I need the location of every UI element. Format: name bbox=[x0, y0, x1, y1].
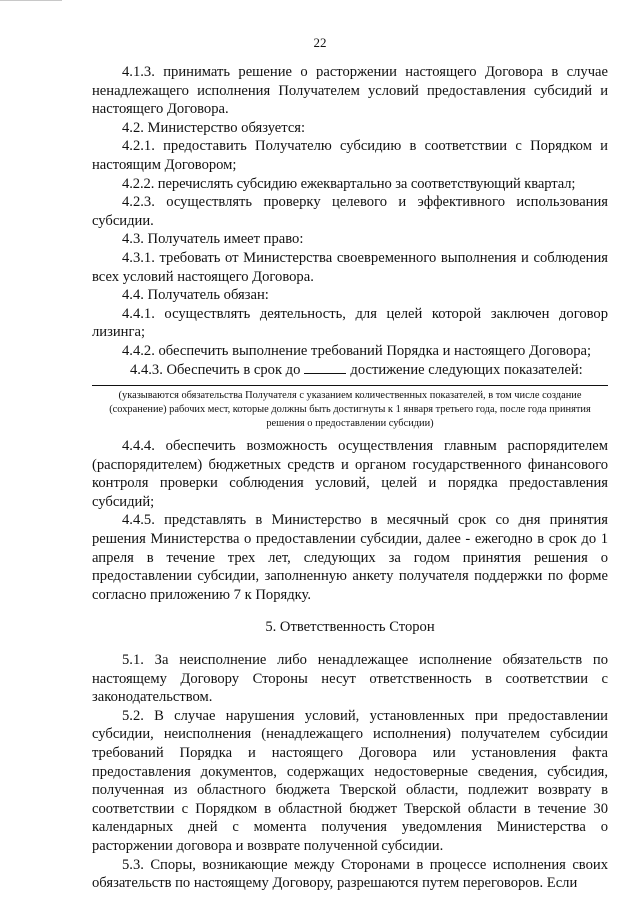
page-number: 22 bbox=[313, 35, 327, 50]
paragraph-5-1: 5.1. За неисполнение либо ненадлежащее исполнение обязательств по настоящему Договору Стороны несут ответственность в соответствии с законодательством. bbox=[92, 652, 608, 706]
paragraph-4-4: 4.4. Получатель обязан: bbox=[122, 287, 269, 304]
indicators-underline bbox=[92, 385, 608, 386]
section-5-heading: 5. Ответственность Сторон bbox=[265, 619, 435, 636]
paragraph-4-2-3: 4.2.3. осуществлять проверку целевого и эффективного использования субсидии. bbox=[92, 194, 608, 229]
paragraph-5-2: 5.2. В случае нарушения условий, установленных при предоставлении субсидии, неисполнения (ненадлежащего исполнения) получателем субсидии требований Порядка и настоящего Договора или установления факта предоставления документов, содержащих недостоверные сведения, субсидия, полученная из областного бюджета Тверской области, подлежит возврату в соответствии с Порядком в областной бюджет Тверской области в течение 30 календарных дней с момента получения уведомления Министерства о расторжении договора и возврате полученной субсидии. bbox=[92, 707, 608, 854]
paragraph-4-4-5: 4.4.5. представлять в Министерство в месячный срок со дня принятия решения Министерства о предоставлении субсидии, далее - ежегодно в срок до 1 апреля в течение трех лет, следующих за годом принятия решения о предоставлении субсидии, заполненную анкету получателя поддержки по форме согласно приложению 7 к Порядку. bbox=[92, 512, 608, 603]
paragraph-4-1-3: 4.1.3. принимать решение о расторжении настоящего Договора в случае ненадлежащего исполнения Получателем условий предоставления субсидий и настоящего Договора. bbox=[92, 64, 608, 118]
document-body bbox=[92, 63, 608, 893]
paragraph-4-2: 4.2. Министерство обязуется: bbox=[122, 119, 306, 136]
paragraph-4-4-3-start: 4.4.3. Обеспечить в срок до bbox=[130, 361, 301, 378]
paragraph-4-4-4: 4.4.4. обеспечить возможность осуществления главным распорядителем (распорядителем) бюджетных средств и органом государственного финансового контроля проверки соблюдения условий, целей и порядка предоставления субсидий; bbox=[92, 438, 608, 510]
paragraph-4-4-3-end: достижение следующих показателей: bbox=[350, 361, 583, 378]
paragraph-4-3: 4.3. Получатель имеет право: bbox=[122, 231, 304, 248]
paragraph-4-4-2: 4.4.2. обеспечить выполнение требований Порядка и настоящего Договора; bbox=[122, 342, 592, 359]
paragraph-4-3-1: 4.3.1. требовать от Министерства своевременного выполнения и соблюдения всех условий настоящего Договора. bbox=[92, 249, 608, 285]
deadline-blank bbox=[304, 373, 346, 374]
scan-edge-mark bbox=[0, 0, 62, 1]
indicators-fill-line bbox=[92, 379, 608, 389]
paragraph-5-3: 5.3. Споры, возникающие между Сторонами в процессе исполнения своих обязательств по настоящему Договору, разрешаются путем переговоров. Если bbox=[92, 856, 608, 892]
paragraph-4-4-3-note: (указываются обязательства Получателя с указанием количественных показателей, в том числе создание (сохранение) рабочих мест, которые должны быть достигнуты к 1 января третьего года, после года принятия решения о предоставлении субсидии) bbox=[109, 390, 591, 430]
paragraph-4-2-2: 4.2.2. перечислять субсидию ежеквартально за соответствующий квартал; bbox=[122, 175, 576, 192]
paragraph-4-2-1: 4.2.1. предоставить Получателю субсидию в соответствии с Порядком и настоящим Договором; bbox=[92, 138, 608, 173]
paragraph-4-4-1: 4.4.1. осуществлять деятельность, для целей которой заключен договор лизинга; bbox=[92, 305, 608, 341]
paragraph-4-4-3 bbox=[92, 361, 608, 380]
